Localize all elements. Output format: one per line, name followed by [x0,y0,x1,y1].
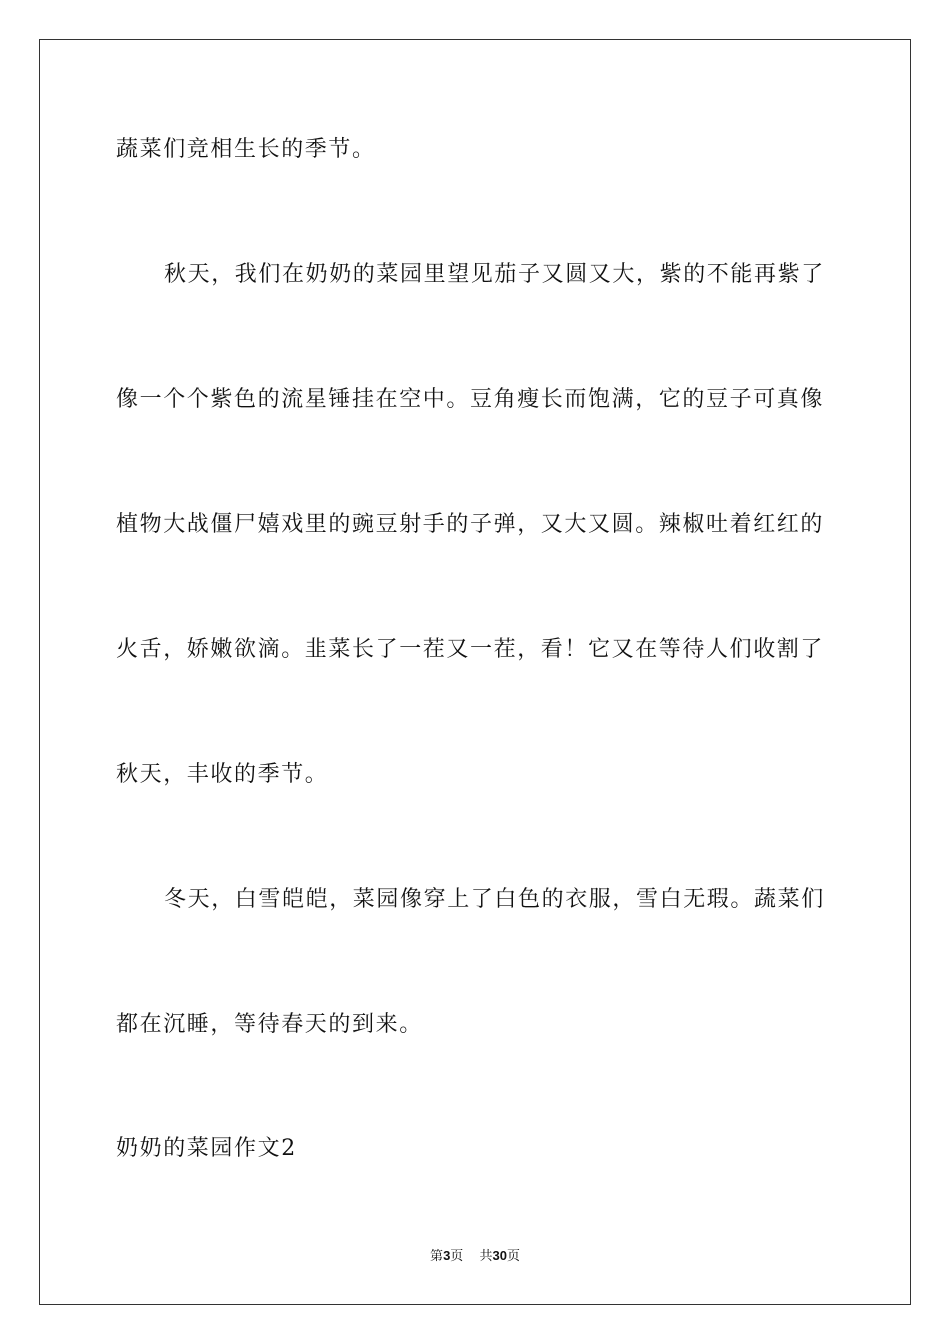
text-line-1: 蔬菜们竞相生长的季节。 [116,137,376,162]
text-line-3: 像一个个紫色的流星锤挂在空中。豆角瘦长而饱满，它的豆子可真像 [116,387,825,412]
text-line-2: 秋天，我们在奶奶的菜园里望见茄子又圆又大，紫的不能再紫了 [164,262,825,287]
text-line-8: 都在沉睡，等待春天的到来。 [116,1012,423,1037]
page-border [39,39,911,1305]
page-footer [0,1247,950,1266]
text-line-5: 火舌，娇嫩欲滴。韭菜长了一茬又一茬，看！它又在等待人们收割了 [116,637,825,662]
text-line-4: 植物大战僵尸嬉戏里的豌豆射手的子弹，又大又圆。辣椒吐着红红的 [116,512,825,537]
total-pages: 30 [492,1248,507,1263]
page-indicator: 第3页 [430,1248,464,1264]
page-number: 3 [443,1248,451,1263]
text-line-6: 秋天，丰收的季节。 [116,762,329,787]
section-heading: 奶奶的菜园作文2 [116,1136,297,1161]
total-pages-indicator: 共30页 [479,1248,520,1264]
text-line-7: 冬天，白雪皑皑，菜园像穿上了白色的衣服，雪白无瑕。蔬菜们 [164,887,825,912]
